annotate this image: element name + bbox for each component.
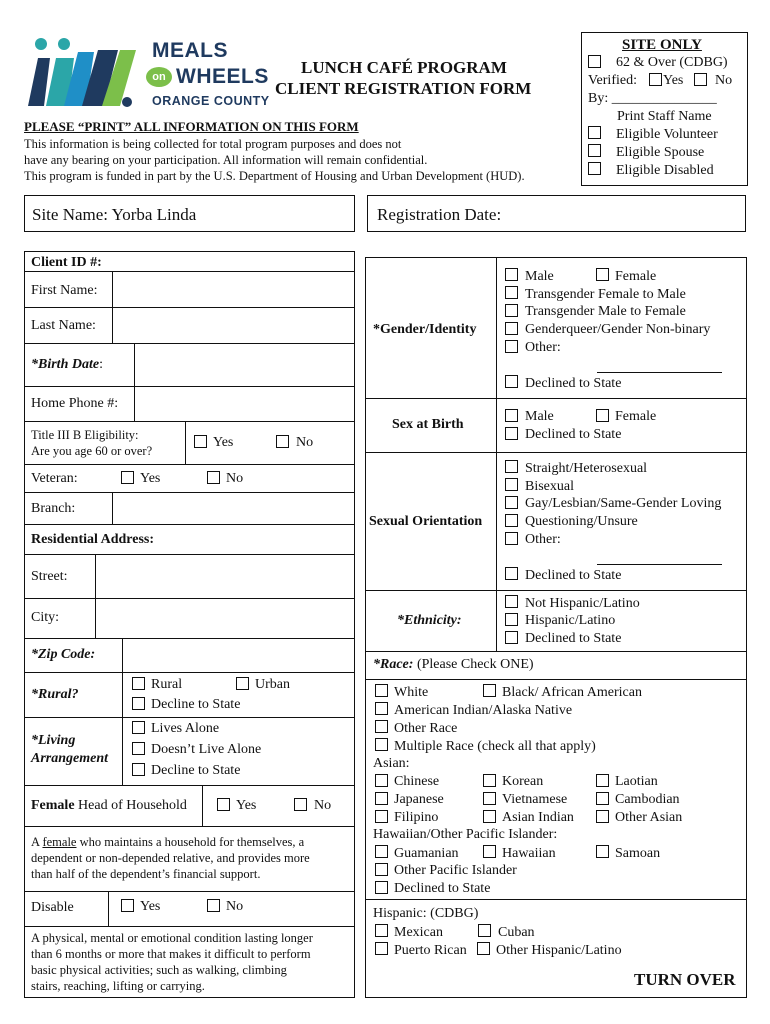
veteran-no-label: No [226, 471, 244, 486]
race-vietnamese-label: Vietnamese [502, 792, 568, 807]
last-name-input[interactable] [114, 309, 354, 342]
race-cambodian-checkbox[interactable] [596, 792, 609, 805]
veteran-no-checkbox[interactable] [207, 471, 220, 484]
orient-other-line[interactable] [597, 564, 722, 565]
race-other-pi-checkbox[interactable] [375, 863, 388, 876]
orient-gay-checkbox[interactable] [505, 496, 518, 509]
eligible-volunteer-checkbox[interactable] [588, 126, 601, 139]
intro-line-1: This information is being collected for total program purposes and does not [24, 137, 402, 151]
living-decline-checkbox[interactable] [132, 763, 145, 776]
form-title-line1: LUNCH CAFÉ PROGRAM [301, 58, 507, 77]
gender-nonbinary-label: Genderqueer/Gender Non-binary [525, 322, 711, 337]
home-phone-label: Home Phone #: [31, 396, 119, 411]
race-laotian-label: Laotian [615, 774, 658, 789]
race-vietnamese-checkbox[interactable] [483, 792, 496, 805]
over-62-checkbox[interactable] [588, 55, 601, 68]
rural-decline-label: Decline to State [151, 697, 241, 712]
by-line: By: _______________ [588, 91, 717, 106]
title-iii-label-line1: Title III B Eligibility: [31, 428, 139, 442]
veteran-yes-checkbox[interactable] [121, 471, 134, 484]
orient-questioning-checkbox[interactable] [505, 514, 518, 527]
gender-trans-ftm-checkbox[interactable] [505, 286, 518, 299]
lives-alone-checkbox[interactable] [132, 721, 145, 734]
hisp-cuban-checkbox[interactable] [478, 924, 491, 937]
race-guamanian-checkbox[interactable] [375, 845, 388, 858]
disable-yes-checkbox[interactable] [121, 899, 134, 912]
street-input[interactable] [97, 556, 354, 597]
logo-meals: MEALS [152, 39, 228, 62]
female-definition-line3: than half of the dependent’s financial support. [31, 867, 261, 881]
birth-date-label [31, 358, 103, 372]
gender-male-label: Male [525, 269, 554, 284]
not-alone-checkbox[interactable] [132, 742, 145, 755]
sex-declined-label: Declined to State [525, 427, 622, 442]
race-note: (Please Check ONE) [413, 657, 534, 672]
rural-label: *Rural? [31, 687, 79, 702]
female-head-no-label: No [314, 798, 332, 813]
birth-date-colon: : [99, 357, 103, 372]
gender-trans-mtf-checkbox[interactable] [505, 304, 518, 317]
intro-line-2: have any bearing on your participation. All information will remain confidential. [24, 153, 428, 167]
race-black-checkbox[interactable] [483, 684, 496, 697]
female-text: Female [31, 798, 75, 813]
orient-bisexual-checkbox[interactable] [505, 478, 518, 491]
eth-declined-label: Declined to State [525, 631, 622, 646]
print-notice: PLEASE “PRINT” ALL INFORMATION ON THIS FORM [24, 119, 359, 134]
female-def-underlined: female [42, 835, 77, 849]
turn-over-label: TURN OVER [634, 970, 736, 989]
title-iii-yes-label: Yes [213, 435, 234, 450]
site-name-label: Site Name: Yorba Linda [32, 205, 197, 224]
race-other-label: Other Race [394, 721, 458, 736]
meals-on-wheels-logo-mark [24, 34, 144, 114]
orient-declined-checkbox[interactable] [505, 567, 518, 580]
race-other-asian-checkbox[interactable] [596, 810, 609, 823]
race-ai-label: American Indian/Alaska Native [394, 703, 573, 718]
sex-declined-checkbox[interactable] [505, 427, 518, 440]
hisp-mexican-checkbox[interactable] [375, 924, 388, 937]
rural-checkbox[interactable] [132, 677, 145, 690]
residential-address-label: Residential Address: [31, 532, 155, 547]
logo-wheels: WHEELS [176, 65, 269, 88]
verified-no-label: No [715, 73, 733, 88]
site-only-heading: SITE ONLY [622, 37, 702, 53]
race-chinese-label: Chinese [394, 774, 440, 789]
gender-declined-label: Declined to State [525, 376, 622, 391]
race-black-label: Black/ African American [502, 685, 642, 700]
sex-female-checkbox[interactable] [596, 409, 609, 422]
hisp-mexican-label: Mexican [394, 925, 443, 940]
first-name-input[interactable] [114, 273, 354, 306]
gender-trans-ftm-label: Transgender Female to Male [525, 287, 686, 302]
veteran-yes-label: Yes [140, 471, 161, 486]
eth-declined-checkbox[interactable] [505, 631, 518, 644]
race-samoan-label: Samoan [615, 846, 661, 861]
sex-female-label: Female [615, 409, 657, 424]
female-head-no-checkbox[interactable] [294, 798, 307, 811]
head-household-text: Head of Household [74, 798, 187, 813]
eligible-spouse-checkbox[interactable] [588, 144, 601, 157]
orient-straight-checkbox[interactable] [505, 460, 518, 473]
race-filipino-checkbox[interactable] [375, 810, 388, 823]
hisp-other-checkbox[interactable] [477, 942, 490, 955]
gender-declined-checkbox[interactable] [505, 375, 518, 388]
race-guamanian-label: Guamanian [394, 846, 459, 861]
race-asian-indian-label: Asian Indian [502, 810, 574, 825]
title-iii-label-line2: Are you age 60 or over? [31, 444, 153, 458]
sexual-orientation-label: Sexual Orientation [369, 514, 483, 529]
eth-not-hispanic-label: Not Hispanic/Latino [525, 596, 640, 611]
gender-identity-label: *Gender/Identity [373, 322, 477, 337]
disable-definition-line2: than 6 months or more that makes it difficult to perform [31, 947, 311, 961]
ethnicity-label: *Ethnicity: [397, 613, 462, 628]
race-ai-checkbox[interactable] [375, 702, 388, 715]
print-staff-name-label: Print Staff Name [617, 109, 712, 124]
first-name-label: First Name: [31, 283, 98, 298]
female-def-post: who maintains a household for themselves, a [76, 835, 305, 849]
last-name-label: Last Name: [31, 318, 96, 333]
race-hawaiian-label: Hawaiian [502, 846, 556, 861]
disable-definition-line1: A physical, mental or emotional condition lasting longer [31, 931, 313, 945]
logo-orange-county: ORANGE COUNTY [152, 94, 270, 108]
disable-label: Disable [31, 900, 74, 915]
sex-male-label: Male [525, 409, 554, 424]
sex-male-checkbox[interactable] [505, 409, 518, 422]
street-label: Street: [31, 569, 68, 584]
race-other-asian-label: Other Asian [615, 810, 683, 825]
urban-option-label: Urban [255, 677, 290, 692]
rural-decline-checkbox[interactable] [132, 697, 145, 710]
female-head-yes-label: Yes [236, 798, 257, 813]
orient-bisexual-label: Bisexual [525, 479, 574, 494]
eligible-spouse-label: Eligible Spouse [616, 145, 705, 160]
not-alone-label: Doesn’t Live Alone [151, 742, 262, 757]
race-laotian-checkbox[interactable] [596, 774, 609, 787]
female-def-pre: A [31, 835, 43, 849]
race-samoan-checkbox[interactable] [596, 845, 609, 858]
hispanic-cdbg-heading: Hispanic: (CDBG) [373, 906, 479, 921]
verified-yes-checkbox[interactable] [649, 73, 662, 86]
eligible-disabled-label: Eligible Disabled [616, 163, 714, 178]
eth-hispanic-checkbox[interactable] [505, 613, 518, 626]
lives-alone-label: Lives Alone [151, 721, 220, 736]
orient-questioning-label: Questioning/Unsure [525, 514, 638, 529]
disable-no-label: No [226, 899, 244, 914]
disable-yes-label: Yes [140, 899, 161, 914]
disable-definition-line3: basic physical activities; such as walking, climbing [31, 963, 287, 977]
home-phone-input[interactable] [136, 388, 354, 420]
birth-date-input[interactable] [136, 345, 354, 385]
race-korean-label: Korean [502, 774, 544, 789]
hisp-puerto-rican-label: Puerto Rican [394, 943, 467, 958]
hisp-cuban-label: Cuban [498, 925, 535, 940]
gender-other-label: Other: [525, 340, 561, 355]
title-iii-yes-checkbox[interactable] [194, 435, 207, 448]
zip-code-label: *Zip Code: [31, 647, 96, 662]
eligible-volunteer-label: Eligible Volunteer [616, 127, 718, 142]
city-input[interactable] [97, 600, 354, 637]
race-heading [373, 658, 534, 672]
race-white-label: White [394, 685, 429, 700]
gender-other-checkbox[interactable] [505, 340, 518, 353]
race-cambodian-label: Cambodian [615, 792, 680, 807]
female-head-yes-checkbox[interactable] [217, 798, 230, 811]
urban-checkbox[interactable] [236, 677, 249, 690]
race-korean-checkbox[interactable] [483, 774, 496, 787]
gender-male-checkbox[interactable] [505, 268, 518, 281]
orient-other-label: Other: [525, 532, 561, 547]
logo-on-badge: on [146, 67, 172, 87]
orient-declined-label: Declined to State [525, 568, 622, 583]
race-japanese-label: Japanese [394, 792, 444, 807]
female-definition-line1 [31, 836, 304, 849]
gender-nonbinary-checkbox[interactable] [505, 322, 518, 335]
living-arrangement-label-1: *Living [31, 733, 76, 748]
sex-at-birth-label: Sex at Birth [392, 417, 464, 432]
race-other-pi-label: Other Pacific Islander [394, 863, 517, 878]
title-iii-no-checkbox[interactable] [276, 435, 289, 448]
branch-input[interactable] [114, 494, 354, 523]
orient-other-checkbox[interactable] [505, 532, 518, 545]
female-definition-line2: dependent or non-depended relative, and provides more [31, 851, 310, 865]
race-white-checkbox[interactable] [375, 684, 388, 697]
birth-date-text: *Birth Date [31, 357, 100, 372]
race-hawaiian-checkbox[interactable] [483, 845, 496, 858]
eth-hispanic-label: Hispanic/Latino [525, 613, 616, 628]
disable-definition-line4: stairs, reaching, lifting or carrying. [31, 979, 205, 993]
branch-label: Branch: [31, 501, 76, 516]
verified-yes-label: Yes [663, 73, 684, 88]
hisp-puerto-rican-checkbox[interactable] [375, 942, 388, 955]
female-head-label [31, 799, 187, 813]
race-hawaiian-heading: Hawaiian/Other Pacific Islander: [373, 827, 558, 842]
hisp-other-label: Other Hispanic/Latino [496, 943, 622, 958]
race-filipino-label: Filipino [394, 810, 439, 825]
race-declined-checkbox[interactable] [375, 881, 388, 894]
gender-female-label: Female [615, 269, 657, 284]
gender-female-checkbox[interactable] [596, 268, 609, 281]
living-decline-label: Decline to State [151, 763, 241, 778]
gender-other-line[interactable] [597, 372, 722, 373]
city-label: City: [31, 610, 60, 625]
intro-line-3: This program is funded in part by the U.S. Department of Housing and Urban Development (HUD). [24, 169, 525, 183]
race-chinese-checkbox[interactable] [375, 774, 388, 787]
race-other-checkbox[interactable] [375, 720, 388, 733]
orient-gay-label: Gay/Lesbian/Same-Gender Loving [525, 496, 722, 511]
race-asian-heading: Asian: [373, 756, 410, 771]
rural-option-label: Rural [151, 677, 183, 692]
race-multiple-label: Multiple Race (check all that apply) [394, 739, 596, 754]
gender-trans-mtf-label: Transgender Male to Female [525, 304, 686, 319]
eligible-disabled-checkbox[interactable] [588, 162, 601, 175]
verified-label: Verified: [588, 73, 637, 88]
race-multiple-checkbox[interactable] [375, 738, 388, 751]
registration-date-label: Registration Date: [377, 205, 502, 224]
disable-no-checkbox[interactable] [207, 899, 220, 912]
form-title-line2: CLIENT REGISTRATION FORM [275, 79, 532, 98]
veteran-label: Veteran: [31, 471, 78, 486]
zip-code-input[interactable] [124, 640, 354, 671]
title-iii-no-label: No [296, 435, 314, 450]
client-id-label: Client ID #: [31, 255, 102, 270]
race-label: *Race: [373, 657, 414, 672]
eth-not-hispanic-checkbox[interactable] [505, 595, 518, 608]
race-japanese-checkbox[interactable] [375, 792, 388, 805]
logo [24, 34, 269, 114]
verified-no-checkbox[interactable] [694, 73, 707, 86]
race-declined-label: Declined to State [394, 881, 491, 896]
over-62-label: 62 & Over (CDBG) [616, 55, 728, 70]
living-arrangement-label-2: Arrangement [31, 751, 109, 766]
race-asian-indian-checkbox[interactable] [483, 810, 496, 823]
orient-straight-label: Straight/Heterosexual [525, 461, 648, 476]
